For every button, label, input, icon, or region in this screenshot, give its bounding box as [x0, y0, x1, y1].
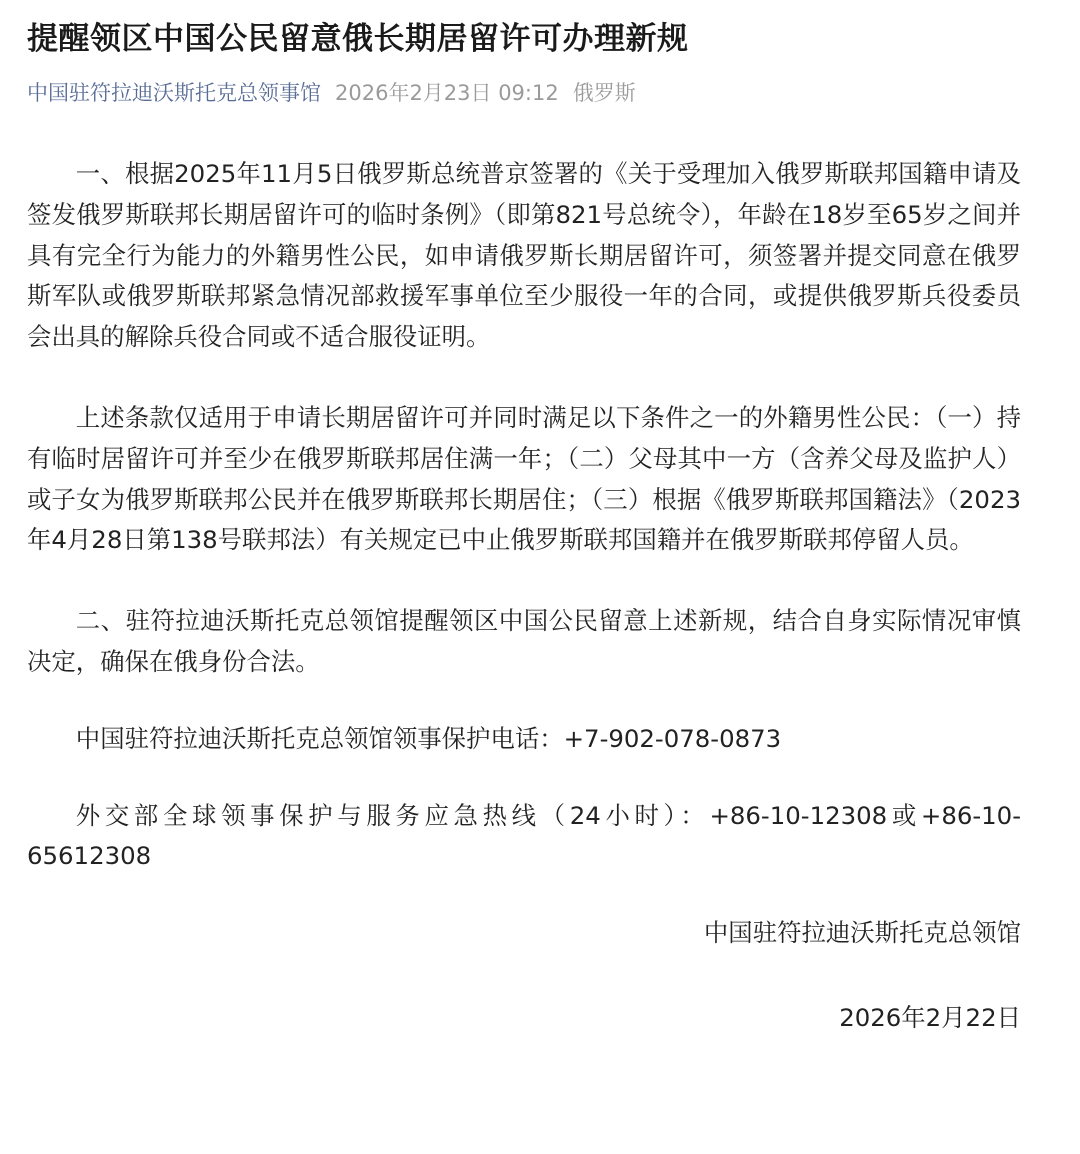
paragraph-3: 二、驻符拉迪沃斯托克总领馆提醒领区中国公民留意上述新规，结合自身实际情况审慎决定，确保在俄身份合法。 [27, 606, 1021, 676]
account-name-link[interactable]: 中国驻符拉迪沃斯托克总领事馆 [27, 81, 321, 105]
paragraph-1: 一、根据2025年11月5日俄罗斯总统普京签署的《关于受理加入俄罗斯联邦国籍申请及签发俄罗斯联邦长期居留许可的临时条例》（即第821号总统令），年龄在18岁至65岁之间并具有完全行为能力的外籍男性公民，如申请俄罗斯长期居留许可，须签署并提交同意在俄罗斯军队或俄罗斯联邦紧急情况部救援军事单位至少服役一年的合同，或提供俄罗斯兵役委员会出具的解除兵役合同或不适合服役证明。 [27, 159, 1021, 352]
publish-time: 2026年2月23日 09:12 [335, 81, 559, 105]
paragraph-consulate-phone: 中国驻符拉迪沃斯托克总领馆领事保护电话：+7-902-078-0873 [75, 723, 782, 753]
article-title: 提醒领区中国公民留意俄长期居留许可办理新规 [27, 21, 689, 57]
paragraph-hotline: 外交部全球领事保护与服务应急热线（24小时）：+86-10-12308或+86-10-65612308 [27, 800, 1021, 871]
signature-date: 2026年2月22日 [839, 1002, 1021, 1032]
article-meta [27, 76, 1021, 110]
article-content [27, 154, 1021, 1039]
paragraph-2: 上述条款仅适用于申请长期居留许可并同时满足以下条件之一的外籍男性公民：（一）持有临时居留许可并至少在俄罗斯联邦居住满一年；（二）父母其中一方（含养父母及监护人）或子女为俄罗斯联邦公民并在俄罗斯联邦长期居住；（三）根据《俄罗斯联邦国籍法》（2023年4月28日第138号联邦法）有关规定已中止俄罗斯联邦国籍并在俄罗斯联邦停留人员。 [27, 402, 1021, 555]
region-label: 俄罗斯 [572, 81, 636, 105]
article [27, 0, 1021, 1039]
signature-org: 中国驻符拉迪沃斯托克总领馆 [703, 918, 1021, 948]
